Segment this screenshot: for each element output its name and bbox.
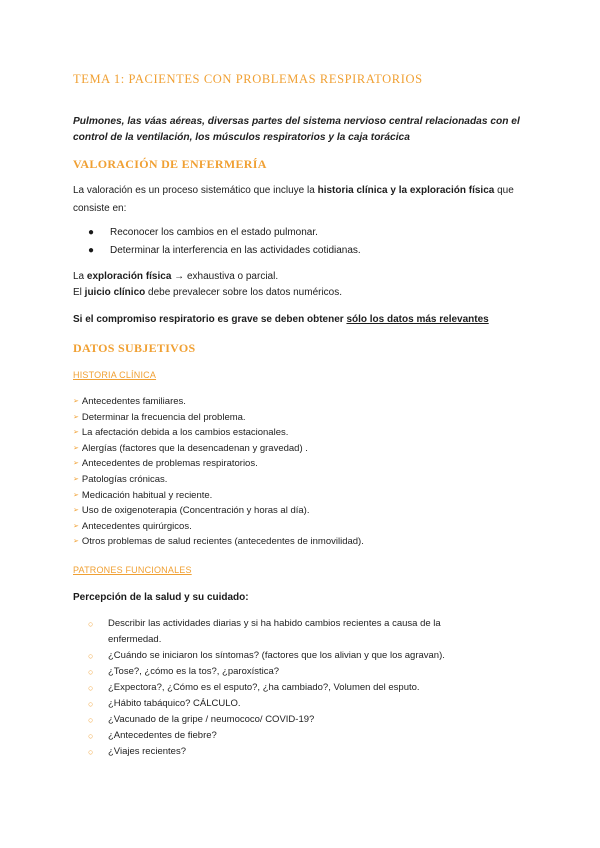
list-item: [88, 224, 361, 242]
circle-bullet-icon: ○: [88, 715, 94, 725]
list-item: [73, 410, 364, 426]
arrow-bullet-icon: ➢: [73, 413, 79, 421]
arrow-bullet-icon: ➢: [73, 522, 79, 530]
percepcion-list: [88, 616, 468, 760]
list-item-text: Reconocer los cambios en el estado pulmonar.: [110, 227, 318, 238]
list-item-text: La afectación debida a los cambios estacionales.: [81, 427, 289, 439]
list-item: [73, 472, 364, 488]
intro-paragraph: Pulmones, las váas aéreas, diversas partes del sistema nervioso central relacionadas con el control de la ventilación, los músculos respiratorios y la caja torácica: [73, 116, 520, 143]
section-heading-subjetivos: DATOS SUBJETIVOS: [73, 341, 196, 355]
juicio-line: [73, 284, 533, 302]
list-item-text: Otros problemas de salud recientes (antecedentes de inmovilidad).: [81, 536, 364, 548]
list-item: [88, 728, 468, 744]
list-item: [88, 242, 361, 260]
circle-bullet-icon: ○: [88, 731, 94, 741]
circle-bullet-icon: ○: [88, 667, 94, 677]
valoracion-list: [88, 224, 361, 260]
dot-bullet-icon: ●: [88, 227, 95, 238]
circle-bullet-icon: ○: [88, 683, 94, 693]
arrow-bullet-icon: ➢: [73, 538, 79, 546]
arrow-bullet-icon: ➢: [73, 398, 79, 405]
list-item-text: Medicación habitual y reciente.: [81, 489, 213, 501]
list-item: [88, 664, 468, 680]
list-item: [73, 503, 364, 519]
subheading-patrones: PATRONES FUNCIONALES: [73, 565, 192, 575]
page-title: TEMA 1: PACIENTES CON PROBLEMAS RESPIRATORIOS: [73, 72, 423, 86]
circle-bullet-icon: ○: [88, 699, 94, 709]
exploracion-text-c: → exhaustiva o parcial.: [171, 271, 279, 282]
valoracion-text-bold: historia clínica y la exploración física: [317, 185, 495, 196]
arrow-bullet-icon: ➢: [73, 507, 79, 515]
list-item-text: Alergías (factores que la desencadenan y gravedad) .: [81, 442, 308, 454]
list-item-text: ¿Vacunado de la gripe / neumococo/ COVID-19?: [108, 714, 315, 725]
exploracion-text-a: La: [73, 271, 87, 282]
circle-bullet-icon: ○: [88, 747, 94, 757]
arrow-bullet-icon: ➢: [73, 429, 79, 437]
list-item-text: ¿Expectora?, ¿Cómo es el esputo?, ¿ha cambiado?, Volumen del esputo.: [108, 682, 420, 693]
percepcion-heading: Percepción de la salud y su cuidado:: [73, 592, 249, 603]
arrow-bullet-icon: ➢: [73, 460, 79, 468]
grave-text-underlined: sólo los datos más relevantes: [346, 314, 489, 325]
list-item-text: Uso de oxigenoterapia (Concentración y horas al día).: [81, 505, 310, 517]
list-item-text: ¿Hábito tabáquico? CÁLCULO.: [108, 698, 241, 709]
valoracion-text-c: que consiste en:: [73, 185, 514, 214]
list-item: [73, 425, 364, 441]
list-item-text: Antecedentes quirúrgicos.: [81, 520, 192, 532]
arrow-bullet-icon: ➢: [73, 491, 79, 499]
grave-line: [73, 311, 533, 329]
list-item-text: ¿Antecedentes de fiebre?: [108, 730, 217, 741]
list-item-text: Antecedentes familiares.: [81, 396, 186, 407]
arrow-bullet-icon: ➢: [73, 475, 79, 483]
list-item: [73, 519, 364, 535]
list-item: [88, 648, 468, 664]
exploracion-text-bold: exploración física: [86, 271, 172, 282]
list-item-text: ¿Cuándo se iniciaron los síntomas? (factores que los alivian y que los agravan).: [108, 650, 445, 661]
list-item-text: ¿Tose?, ¿cómo es la tos?, ¿paroxística?: [108, 666, 280, 677]
valoracion-paragraph: [73, 182, 533, 218]
list-item: [88, 696, 468, 712]
list-item-text: Patologías crónicas.: [81, 473, 168, 485]
list-item-text: Determinar la interferencia en las actividades cotidianas.: [110, 245, 361, 256]
list-item: [73, 534, 364, 550]
circle-bullet-icon: ○: [88, 651, 94, 661]
list-item-text: Describir las actividades diarias y si ha habido cambios recientes a causa de la enfermedad.: [108, 618, 441, 645]
list-item: [73, 488, 364, 504]
subheading-historia: HISTORIA CLÍNICA: [73, 370, 157, 380]
historia-list: [73, 394, 364, 550]
list-item: [88, 744, 468, 760]
list-item: [73, 441, 364, 457]
juicio-text-bold: juicio clínico: [84, 287, 146, 298]
section-heading-valoracion: VALORACIÓN DE ENFERMERÍA: [73, 157, 267, 171]
valoracion-text-a: La valoración es un proceso sistemático que incluye la: [73, 185, 318, 196]
dot-bullet-icon: ●: [88, 245, 95, 256]
list-item-text: Antecedentes de problemas respiratorios.: [81, 458, 258, 470]
grave-text-a: Si el compromiso respiratorio es grave se deben obtener: [73, 314, 347, 325]
list-item-text: Determinar la frecuencia del problema.: [81, 411, 246, 423]
arrow-bullet-icon: ➢: [73, 444, 79, 452]
list-item: [88, 680, 468, 696]
list-item: [88, 712, 468, 728]
list-item: [88, 616, 468, 648]
juicio-text-c: debe prevalecer sobre los datos numéricos.: [145, 287, 343, 298]
list-item-text: ¿Viajes recientes?: [108, 746, 186, 757]
juicio-text-a: El: [73, 287, 85, 298]
circle-bullet-icon: ○: [88, 619, 94, 629]
list-item: [73, 394, 364, 410]
list-item: [73, 456, 364, 472]
